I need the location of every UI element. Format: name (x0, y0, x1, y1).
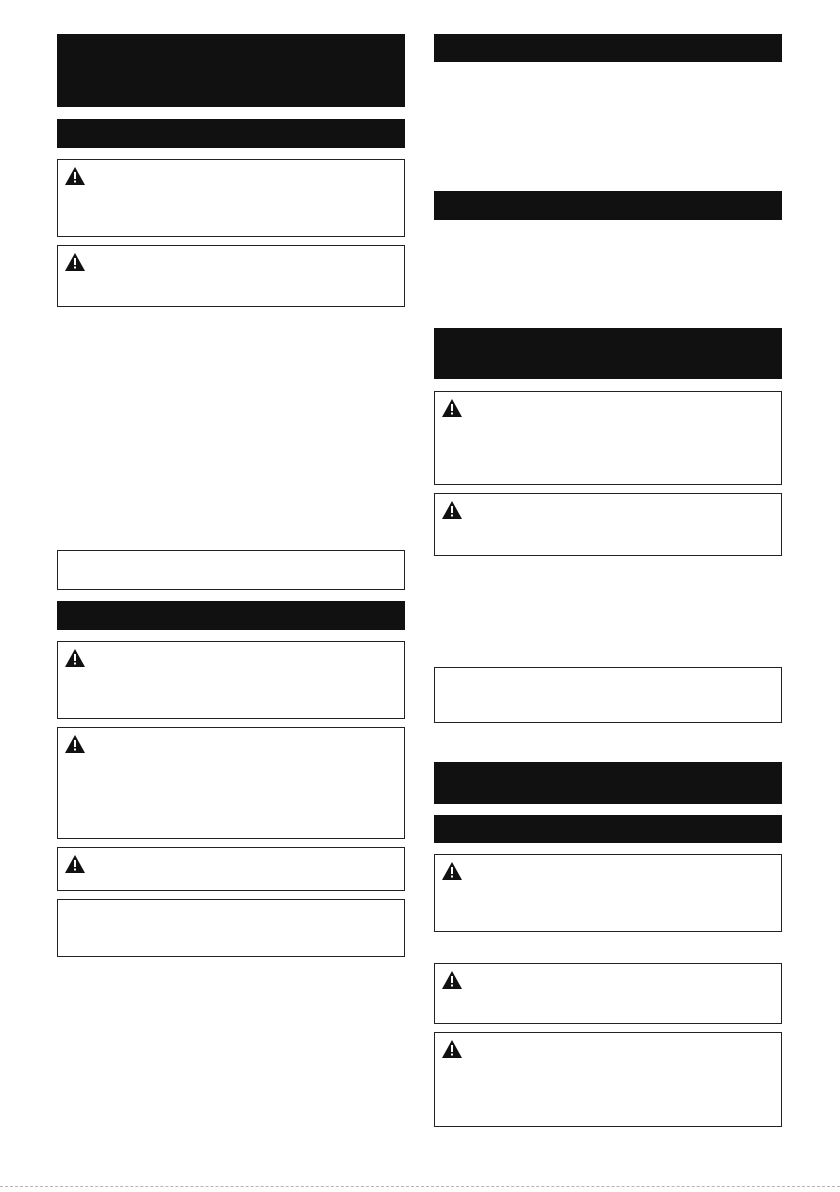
left-warning-box-4 (57, 727, 405, 839)
right-warning-box-5 (434, 1032, 782, 1127)
left-section-heading-bar-2 (57, 601, 405, 630)
right-warning-box-3 (434, 854, 782, 932)
warning-triangle-icon (442, 501, 462, 519)
warning-triangle-icon (65, 253, 85, 271)
right-warning-box-2 (434, 493, 782, 556)
left-warning-box-3 (57, 641, 405, 719)
left-main-heading-bar (57, 34, 405, 107)
left-note-box-2 (57, 899, 405, 957)
right-section-heading-bar-1 (434, 34, 782, 62)
right-main-heading-bar-2 (434, 762, 782, 804)
left-section-heading-bar-1 (57, 119, 405, 148)
left-warning-box-1 (57, 159, 405, 237)
warning-triangle-icon (65, 735, 85, 753)
warning-triangle-icon (442, 399, 462, 417)
left-note-box-1 (57, 550, 405, 590)
warning-triangle-icon (65, 167, 85, 185)
right-warning-box-4 (434, 963, 782, 1024)
warning-triangle-icon (442, 1040, 462, 1058)
left-warning-box-5 (57, 847, 405, 891)
left-warning-box-2 (57, 245, 405, 307)
warning-triangle-icon (65, 855, 85, 873)
right-note-box-1 (434, 667, 782, 723)
warning-triangle-icon (442, 862, 462, 880)
warning-triangle-icon (442, 971, 462, 989)
right-main-heading-bar-1 (434, 328, 782, 379)
right-section-heading-bar-2 (434, 191, 782, 220)
right-section-heading-bar-3 (434, 815, 782, 843)
page-bottom-dashed-rule (0, 1186, 840, 1187)
warning-triangle-icon (65, 649, 85, 667)
right-warning-box-1 (434, 391, 782, 485)
